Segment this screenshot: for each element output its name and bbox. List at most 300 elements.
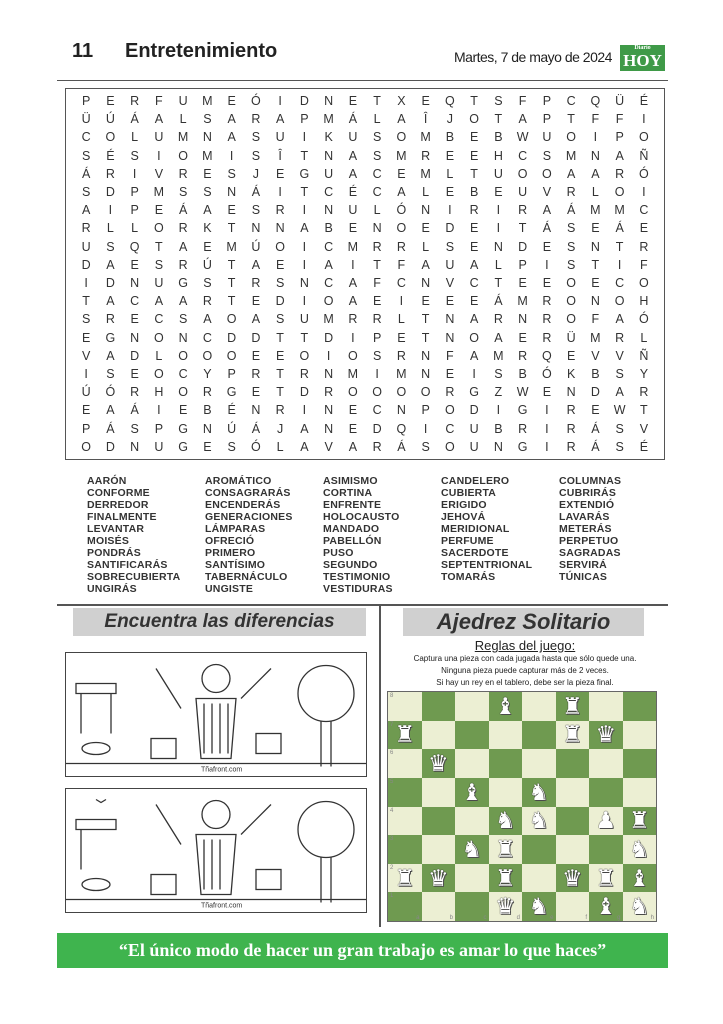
square-b8[interactable] [422, 692, 456, 721]
white-knight-icon[interactable]: ♞ [494, 807, 516, 834]
grid-cell: S [421, 439, 430, 454]
square-c5[interactable] [455, 778, 489, 807]
grid-cell: O [614, 294, 625, 309]
word-item: SANTÍSIMO [205, 559, 266, 571]
grid-cell: W [516, 130, 529, 145]
word-item: LAVARÁS [559, 511, 610, 523]
grid-cell: S [81, 312, 91, 327]
grid-cell: B [591, 367, 600, 381]
grid-cell: Ú [105, 112, 115, 127]
grid-cell: E [203, 166, 212, 181]
grid-cell: D [518, 239, 528, 254]
file-label: b [449, 915, 453, 921]
grid-cell: S [494, 94, 503, 108]
grid-cell: V [542, 185, 552, 199]
grid-cell: L [422, 185, 430, 199]
grid-cell: R [493, 312, 503, 327]
grid-cell: A [615, 148, 624, 163]
grid-cell: A [106, 294, 115, 309]
grid-cell: E [348, 221, 358, 236]
grid-cell: W [516, 385, 529, 400]
square-d5[interactable] [489, 778, 523, 807]
word-item: FINALMENTE [87, 511, 157, 523]
grid-cell: Q [445, 94, 455, 108]
grid-cell: Ó [639, 166, 649, 181]
grid-cell: G [178, 276, 188, 290]
white-rook-icon[interactable]: ♜ [494, 835, 516, 862]
grid-cell: R [178, 221, 188, 236]
grid-cell: Á [591, 439, 600, 454]
grid-cell: I [84, 276, 88, 290]
grid-cell: M [493, 348, 504, 363]
grid-cell: U [493, 166, 503, 181]
square-a2[interactable] [388, 864, 422, 893]
white-queen-icon[interactable]: ♛ [494, 893, 516, 920]
word-item: SEGUNDO [323, 559, 378, 571]
square-c6[interactable] [455, 749, 489, 778]
grid-cell: E [397, 166, 406, 181]
square-h4[interactable] [623, 807, 657, 836]
grid-cell: E [81, 330, 91, 345]
grid-cell: A [300, 221, 309, 236]
grid-cell: O [420, 385, 431, 400]
square-a8[interactable] [388, 692, 422, 721]
square-b1[interactable] [422, 892, 456, 921]
word-item: PABELLÓN [323, 535, 382, 547]
square-b6[interactable] [422, 749, 456, 778]
grid-cell: V [591, 348, 600, 363]
grid-cell: M [323, 312, 334, 327]
grid-cell: R [421, 148, 431, 163]
word-list [87, 475, 677, 595]
grid-cell: A [469, 312, 479, 327]
square-e1[interactable] [522, 892, 556, 921]
square-g8[interactable] [589, 692, 623, 721]
square-e8[interactable] [522, 692, 556, 721]
grid-cell: L [446, 166, 454, 181]
grid-cell: T [494, 112, 503, 127]
grid-cell: A [518, 112, 527, 127]
white-rook-icon[interactable]: ♜ [561, 692, 583, 719]
grid-cell: T [227, 221, 236, 236]
square-h6[interactable] [623, 749, 657, 778]
grid-cell: M [396, 367, 407, 381]
white-pawn-icon[interactable]: ♟ [595, 807, 617, 834]
grid-cell: M [565, 148, 577, 163]
grid-cell: Ó [396, 203, 407, 218]
grid-cell: N [445, 330, 455, 345]
grid-cell: F [446, 348, 454, 363]
grid-cell: D [324, 330, 334, 345]
grid-cell: U [469, 421, 479, 436]
grid-cell: N [518, 312, 528, 327]
grid-cell: C [445, 421, 455, 436]
grid-cell: R [566, 185, 576, 199]
rank-label: 8 [390, 693, 394, 699]
square-e4[interactable] [522, 807, 556, 836]
square-e2[interactable] [522, 864, 556, 893]
square-g5[interactable] [589, 778, 623, 807]
grid-cell: R [518, 203, 528, 218]
grid-cell: F [397, 257, 406, 272]
grid-cell: N [421, 367, 431, 381]
quote-banner: “El único modo de hacer un gran trabajo es amar lo que haces” [57, 933, 668, 968]
grid-cell: G [105, 330, 116, 345]
grid-cell: A [615, 312, 624, 327]
grid-cell: T [276, 330, 284, 345]
grid-cell: P [372, 330, 382, 345]
square-f8[interactable] [556, 692, 590, 721]
grid-cell: Á [566, 203, 576, 218]
word-item: PONDRÁS [87, 547, 141, 559]
square-e6[interactable] [522, 749, 556, 778]
grid-cell: C [372, 403, 382, 418]
grid-cell: R [566, 403, 576, 418]
grid-cell: Ü [81, 112, 91, 127]
grid-cell: Ü [615, 94, 625, 108]
grid-cell: T [227, 276, 236, 290]
white-rook-icon[interactable]: ♜ [628, 807, 650, 834]
square-a3[interactable] [388, 835, 422, 864]
word-item: CUBIERTA [441, 487, 497, 499]
grid-cell: I [642, 112, 646, 127]
square-d3[interactable] [489, 835, 523, 864]
square-e7[interactable] [522, 721, 556, 750]
white-rook-icon[interactable]: ♜ [394, 864, 416, 891]
grid-cell: C [566, 94, 576, 108]
square-c3[interactable] [455, 835, 489, 864]
square-h5[interactable] [623, 778, 657, 807]
grid-cell: Á [178, 203, 188, 218]
square-g2[interactable] [589, 864, 623, 893]
grid-cell: Ú [81, 385, 91, 400]
grid-cell: K [324, 130, 333, 145]
grid-cell: E [469, 130, 479, 145]
grid-cell: F [591, 112, 600, 127]
grid-cell: N [251, 221, 261, 236]
word-search-grid [65, 88, 665, 460]
grid-cell: F [373, 276, 381, 290]
grid-cell: O [178, 148, 188, 163]
white-rook-icon[interactable]: ♜ [394, 721, 416, 748]
square-g4[interactable] [589, 807, 623, 836]
white-knight-icon[interactable]: ♞ [528, 893, 550, 920]
grid-cell: Q [590, 94, 601, 108]
grid-cell: A [542, 203, 552, 218]
grid-cell: T [421, 312, 430, 327]
grid-cell: L [373, 203, 381, 218]
square-b5[interactable] [422, 778, 456, 807]
grid-cell: R [299, 367, 309, 381]
grid-cell: A [494, 330, 503, 345]
word-item: SOBRECUBIERTA [87, 571, 181, 583]
word-item: SERVIRÁ [559, 559, 607, 571]
square-g3[interactable] [589, 835, 623, 864]
square-h3[interactable] [623, 835, 657, 864]
grid-cell: I [302, 403, 307, 418]
grid-cell: O [226, 312, 237, 327]
square-d6[interactable] [489, 749, 523, 778]
word-item: HOLOCAUSTO [323, 511, 400, 523]
grid-cell: A [227, 130, 236, 145]
grid-cell: Ú [227, 421, 237, 436]
grid-cell: O [566, 130, 576, 145]
white-queen-icon[interactable]: ♛ [595, 721, 617, 748]
grid-cell: H [639, 294, 649, 309]
square-d8[interactable] [489, 692, 523, 721]
square-c1[interactable] [455, 892, 489, 921]
square-d1[interactable] [489, 892, 523, 921]
white-rook-icon[interactable]: ♜ [595, 864, 617, 891]
grid-cell: A [275, 112, 285, 127]
grid-cell: B [324, 221, 333, 236]
grid-cell: J [277, 421, 284, 436]
square-f6[interactable] [556, 749, 590, 778]
grid-cell: N [445, 312, 455, 327]
grid-cell: E [275, 257, 285, 272]
grid-cell: L [131, 130, 139, 145]
square-h7[interactable] [623, 721, 657, 750]
grid-cell: D [275, 294, 285, 309]
grid-cell: A [348, 148, 358, 163]
square-h2[interactable] [623, 864, 657, 893]
grid-cell: R [542, 312, 552, 327]
grid-cell: T [615, 239, 624, 254]
grid-cell: R [396, 348, 406, 363]
grid-cell: A [203, 312, 212, 327]
square-b4[interactable] [422, 807, 456, 836]
grid-cell: O [396, 385, 407, 400]
grid-cell: Á [81, 166, 91, 181]
grid-cell: N [227, 185, 237, 199]
grid-cell: R [639, 385, 649, 400]
white-bishop-icon[interactable]: ♝ [494, 692, 516, 719]
grid-cell: T [494, 276, 503, 290]
grid-cell: S [566, 221, 576, 236]
rank-label: 5 [390, 778, 394, 785]
square-c7[interactable] [455, 721, 489, 750]
grid-cell: A [397, 185, 406, 199]
square-c2[interactable] [455, 864, 489, 893]
word-item: PUSO [323, 547, 354, 559]
white-bishop-icon[interactable]: ♝ [595, 893, 617, 920]
word-item: LÁMPARAS [205, 523, 266, 535]
grid-cell: E [178, 403, 188, 418]
grid-cell: P [81, 94, 91, 108]
square-g7[interactable] [589, 721, 623, 750]
white-knight-icon[interactable]: ♞ [628, 893, 650, 920]
square-d4[interactable] [489, 807, 523, 836]
grid-cell: R [251, 112, 261, 127]
grid-cell: U [275, 130, 285, 145]
white-rook-icon[interactable]: ♜ [494, 864, 516, 891]
grid-cell: T [227, 257, 236, 272]
grid-cell: P [300, 112, 309, 127]
square-e5[interactable] [522, 778, 556, 807]
square-h8[interactable] [623, 692, 657, 721]
chess-title: Ajedrez Solitario [403, 608, 644, 636]
grid-cell: R [639, 239, 649, 254]
grid-cell: E [130, 257, 139, 272]
white-knight-icon[interactable]: ♞ [528, 778, 550, 805]
grid-cell: S [106, 367, 115, 381]
grid-cell: C [615, 276, 625, 290]
white-queen-icon[interactable]: ♛ [427, 864, 449, 891]
grid-cell: E [542, 239, 552, 254]
square-g1[interactable] [589, 892, 623, 921]
square-f3[interactable] [556, 835, 590, 864]
grid-cell: Ú [202, 257, 212, 272]
grid-cell: O [639, 276, 649, 290]
grid-cell: F [640, 257, 648, 272]
grid-cell: M [590, 203, 601, 218]
square-a6[interactable] [388, 749, 422, 778]
grid-cell: M [202, 94, 213, 108]
square-b2[interactable] [422, 864, 456, 893]
white-bishop-icon[interactable]: ♝ [628, 864, 650, 891]
square-a1[interactable] [388, 892, 422, 921]
grid-cell: R [542, 330, 552, 345]
white-bishop-icon[interactable]: ♝ [461, 778, 483, 805]
grid-cell: A [615, 385, 624, 400]
white-queen-icon[interactable]: ♛ [427, 750, 449, 777]
grid-cell: O [396, 130, 407, 145]
rule-1: Captura una pieza con cada jugada hasta que sólo quede una. [413, 654, 637, 663]
square-b7[interactable] [422, 721, 456, 750]
grid-cell: Y [203, 367, 212, 381]
newspaper-logo [620, 45, 665, 71]
grid-cell: G [178, 421, 188, 436]
square-e3[interactable] [522, 835, 556, 864]
grid-cell: K [203, 221, 212, 236]
grid-cell: E [542, 385, 552, 400]
grid-cell: G [299, 166, 310, 181]
grid-cell: E [445, 367, 455, 381]
grid-cell: R [275, 403, 285, 418]
white-knight-icon[interactable]: ♞ [528, 807, 550, 834]
word-item: UNGIRÁS [87, 583, 137, 595]
grid-cell: U [81, 239, 91, 254]
grid-cell: D [299, 385, 309, 400]
grid-cell: E [445, 185, 455, 199]
grid-cell: B [494, 421, 503, 436]
grid-cell: I [496, 203, 501, 218]
square-f5[interactable] [556, 778, 590, 807]
grid-cell: E [469, 221, 479, 236]
grid-cell: Ü [566, 330, 576, 345]
grid-cell: A [421, 257, 430, 272]
grid-cell: Á [591, 421, 600, 436]
rules-heading: Reglas del juego: [474, 638, 576, 653]
white-rook-icon[interactable]: ♜ [561, 721, 583, 748]
grid-cell: S [542, 148, 552, 163]
grid-cell: N [372, 221, 382, 236]
grid-cell: N [324, 403, 334, 418]
grid-cell: S [81, 148, 91, 163]
white-knight-icon[interactable]: ♞ [628, 835, 650, 862]
square-b3[interactable] [422, 835, 456, 864]
grid-cell: S [203, 112, 212, 127]
grid-cell: P [154, 421, 164, 436]
grid-cell: T [373, 257, 381, 272]
grid-cell: M [614, 203, 625, 218]
square-f2[interactable] [556, 864, 590, 893]
grid-cell: U [154, 130, 164, 145]
square-d7[interactable] [489, 721, 523, 750]
grid-cell: M [396, 148, 407, 163]
word-item: TESTIMONIO [323, 571, 391, 583]
grid-cell: C [178, 367, 188, 381]
grid-cell: S [251, 130, 261, 145]
grid-cell: R [105, 166, 115, 181]
grid-cell: N [421, 203, 431, 218]
grid-cell: S [275, 276, 285, 290]
grid-cell: T [300, 185, 309, 199]
grid-cell: V [81, 348, 91, 363]
file-label: d [516, 915, 520, 921]
square-g6[interactable] [589, 749, 623, 778]
grid-cell: S [106, 239, 115, 254]
word-item: JEHOVÁ [441, 511, 486, 523]
square-d2[interactable] [489, 864, 523, 893]
grid-cell: N [396, 403, 406, 418]
square-f4[interactable] [556, 807, 590, 836]
page-number: 11 [72, 40, 94, 62]
grid-cell: T [470, 94, 478, 108]
square-a7[interactable] [388, 721, 422, 750]
grid-cell: A [106, 257, 115, 272]
grid-cell: I [448, 203, 452, 218]
word-column [205, 475, 323, 595]
grid-cell: E [639, 221, 649, 236]
grid-cell: O [445, 439, 455, 454]
word-item: PERPETUO [559, 535, 619, 547]
grid-cell: R [469, 203, 479, 218]
grid-cell: I [617, 257, 622, 272]
grid-cell: M [177, 130, 189, 145]
square-f1[interactable] [556, 892, 590, 921]
white-knight-icon[interactable]: ♞ [461, 835, 483, 862]
grid-cell: N [202, 421, 212, 436]
word-column [323, 475, 441, 595]
rank-label: 1 [390, 893, 394, 900]
word-item: ENCENDERÁS [205, 499, 281, 511]
square-f7[interactable] [556, 721, 590, 750]
square-c8[interactable] [455, 692, 489, 721]
square-h1[interactable] [623, 892, 657, 921]
word-column [441, 475, 559, 595]
square-a4[interactable] [388, 807, 422, 836]
grid-cell: P [518, 257, 527, 272]
square-c4[interactable] [455, 807, 489, 836]
coloring-image-original [65, 652, 367, 777]
grid-cell: M [226, 239, 237, 254]
grid-cell: L [422, 239, 430, 254]
grid-cell: T [82, 294, 90, 309]
word-item: ASIMISMO [323, 475, 378, 487]
grid-cell: E [469, 148, 479, 163]
grid-cell: U [299, 312, 309, 327]
grid-cell: C [372, 166, 382, 181]
word-item: EXTENDIÓ [559, 499, 615, 511]
square-a5[interactable] [388, 778, 422, 807]
grid-cell: O [639, 130, 649, 145]
grid-cell: N [178, 330, 188, 345]
grid-cell: R [130, 94, 140, 108]
grid-cell: S [566, 257, 576, 272]
grid-cell: Î [423, 112, 428, 127]
white-queen-icon[interactable]: ♛ [561, 864, 583, 891]
